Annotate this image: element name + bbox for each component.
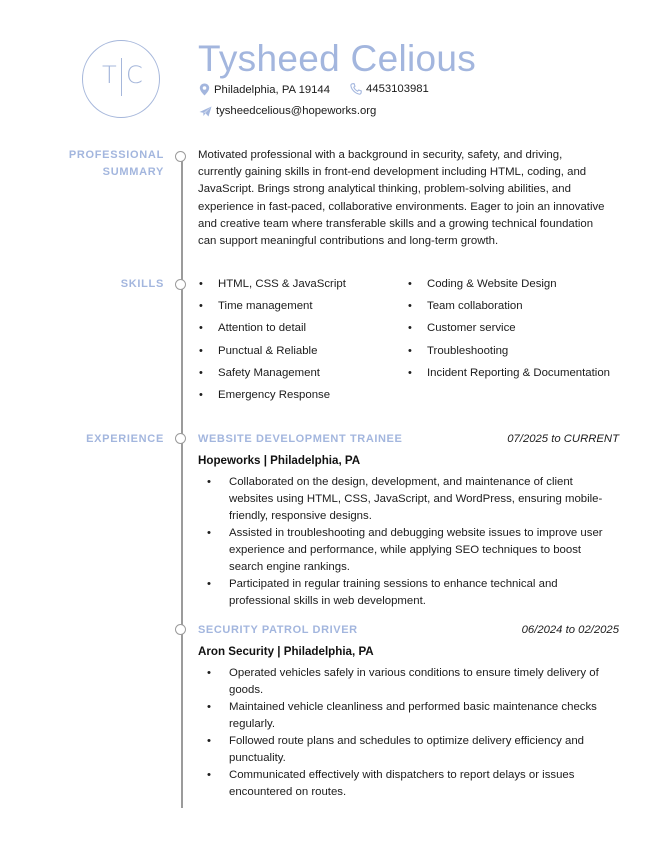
duty-line: punctuality. [229, 752, 286, 764]
duty-line: • Assisted in troubleshooting and debugging website issues to improve user [229, 527, 603, 539]
skill-item [408, 321, 516, 335]
bullet: • [408, 367, 412, 379]
duty-line: • Maintained vehicle cleanliness and performed basic maintenance checks [229, 701, 597, 713]
duty-item [229, 525, 621, 576]
duty-line: encountered on routes. [229, 786, 347, 798]
duty-line: • Communicated effectively with dispatchers to report delays or issues [229, 769, 575, 781]
section-label-summary-line1: PROFESSIONAL [68, 149, 164, 161]
job-dates: 06/2024 to 02/2025 [521, 624, 619, 636]
section-label-experience: EXPERIENCE [86, 433, 164, 445]
bullet: • [199, 300, 203, 312]
skill-text: Troubleshooting [427, 345, 509, 357]
duty-line: friendly, responsive designs. [229, 510, 372, 522]
duty-line: • Participated in regular training sessions to enhance technical and [229, 578, 558, 590]
duty-item [229, 576, 621, 610]
timeline-dot-experience [175, 433, 186, 444]
bullet: • [408, 278, 412, 290]
skill-text: Team collaboration [427, 300, 523, 312]
bullet: • [408, 345, 412, 357]
summary-line: can support meaningful contributions and long-term growth. [198, 235, 499, 248]
job-dates: 07/2025 to CURRENT [507, 433, 619, 445]
summary-line: experience in fast-paced, collaborative environments. Eager to join an innovative [198, 200, 605, 213]
timeline-dot-skills [175, 279, 186, 290]
skill-text: Incident Reporting & Documentation [427, 367, 610, 379]
bullet: • [199, 367, 203, 379]
email-contact [199, 105, 376, 117]
summary-line: JavaScript. Brings strong analytical thinking, problem-solving abilities, and [198, 183, 571, 196]
section-label-summary-line2: SUMMARY [102, 166, 164, 178]
bullet: • [199, 278, 203, 290]
skill-text: Emergency Response [218, 389, 331, 401]
candidate-name: Tysheed Celious [198, 38, 477, 79]
duty-item [229, 699, 621, 733]
monogram-initial-right: C [126, 61, 143, 89]
skill-item [199, 366, 320, 380]
monogram-divider [121, 58, 122, 96]
skill-item [408, 277, 557, 291]
timeline-dot-summary [175, 151, 186, 162]
phone-contact [350, 83, 429, 95]
monogram-initial-left: T [102, 61, 117, 89]
timeline-dot-job [175, 624, 186, 635]
timeline-line [181, 158, 183, 808]
duty-line: regularly. [229, 718, 276, 730]
skill-item [199, 321, 307, 335]
job-company: Aron Security | Philadelphia, PA [198, 645, 374, 658]
duty-line: goods. [229, 684, 264, 696]
skill-item [199, 277, 346, 291]
section-label-skills: SKILLS [120, 278, 164, 290]
skill-text: Safety Management [218, 367, 320, 379]
location-contact [199, 83, 330, 96]
duty-item [229, 474, 621, 525]
bullet: • [199, 345, 203, 357]
duty-item [229, 733, 621, 767]
skill-item [199, 299, 313, 313]
skill-item [408, 299, 523, 313]
skill-text: HTML, CSS & JavaScript [218, 278, 346, 290]
skill-item [199, 388, 331, 402]
summary-paragraph [198, 147, 623, 250]
duty-line: • Followed route plans and schedules to optimize delivery efficiency and [229, 735, 585, 747]
phone-icon [350, 83, 362, 95]
location-pin-icon [199, 83, 210, 96]
skill-text: Coding & Website Design [427, 278, 557, 290]
bullet: • [199, 322, 203, 334]
bullet: • [199, 389, 203, 401]
duty-item [229, 665, 621, 699]
duty-line: • Collaborated on the design, development, and maintenance of client [229, 476, 573, 488]
job-duties-list [229, 665, 621, 801]
skill-text: Time management [218, 300, 313, 312]
skill-item [408, 366, 610, 380]
skill-item [199, 344, 318, 358]
phone-text: 4453103981 [366, 83, 429, 95]
duty-item [229, 767, 621, 801]
skill-item [408, 344, 509, 358]
location-text: Philadelphia, PA 19144 [214, 83, 330, 96]
job-duties-list [229, 474, 621, 610]
summary-line: currently gaining skills in front-end development including HTML, coding, and [198, 166, 587, 179]
monogram-logo [82, 40, 160, 118]
duty-line: professional skills in web development. [229, 595, 426, 607]
section-label-summary [69, 147, 164, 181]
job-title: SECURITY PATROL DRIVER [198, 624, 358, 636]
send-mail-icon [199, 106, 212, 117]
duty-line: search engine rankings. [229, 561, 350, 573]
job-company: Hopeworks | Philadelphia, PA [198, 454, 361, 467]
duty-line: • Operated vehicles safely in various conditions to ensure timely delivery of [229, 667, 599, 679]
skill-text: Customer service [427, 322, 516, 334]
job-title: WEBSITE DEVELOPMENT TRAINEE [198, 433, 403, 445]
bullet: • [408, 300, 412, 312]
email-text: tysheedcelious@hopeworks.org [216, 105, 377, 117]
duty-line: experience and performance, while applying SEO techniques to boost [229, 544, 582, 556]
skill-text: Attention to detail [218, 322, 307, 334]
summary-line: and creative team where transferable skills and a growing technical foundation [198, 217, 594, 230]
bullet: • [408, 322, 412, 334]
duty-line: websites using HTML, CSS, JavaScript, and WordPress, ensuring mobile- [229, 493, 603, 505]
skill-text: Punctual & Reliable [218, 345, 318, 357]
summary-line: Motivated professional with a background in security, safety, and driving, [198, 149, 563, 161]
